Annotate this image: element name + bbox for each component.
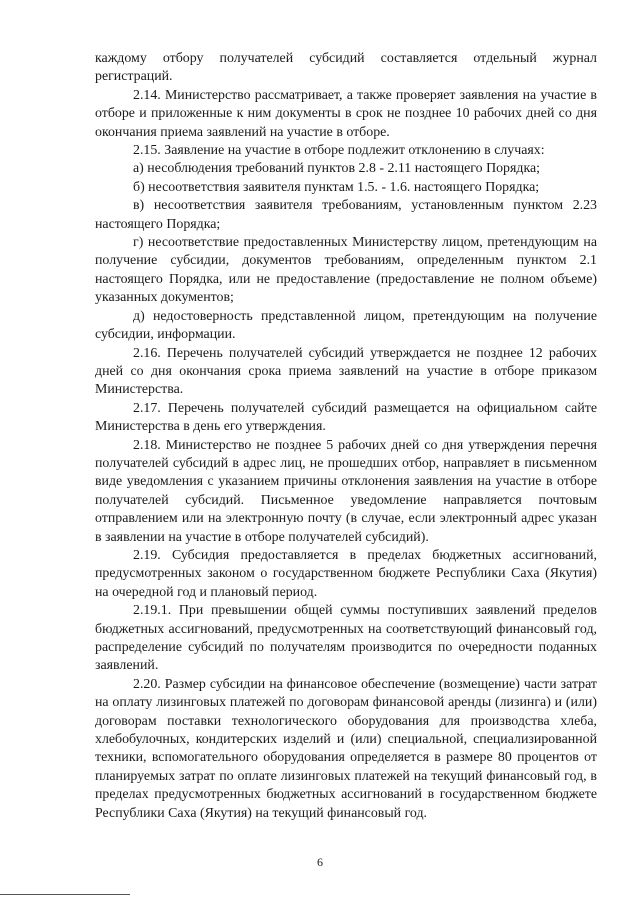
paragraph-2-20: 2.20. Размер субсидии на финансовое обеспечение (возмещение) части затрат на оплату лизинговых платежей по договорам финансовой аренды (лизинга) и (или) договорам поставки технологического оборудования для производства хлеба, хлебобулочных, кондитерских изделий и (или) специальной, специализированной техники, вспомогательного оборудования определяется в размере 80 процентов от планируемых затрат по оплате лизинговых платежей на текущий финансовый год, в пределах предусмотренных бюджетных ассигнований в государственном бюджете Республики Саха (Якутия) на текущий финансовый год.	[95, 676, 597, 821]
scan-artifact-line	[0, 894, 130, 895]
page-number: 6	[317, 855, 323, 869]
paragraph-2-15-g: г) несоответствие предоставленных Министерству лицом, претендующим на получение субсидии, документов требованиям, определенным пунктом 2.1 настоящего Порядка, или не предоставление (предоставление не полном объеме) указанных документов;	[95, 235, 597, 306]
paragraph-2-15-v: в) несоответствия заявителя требованиям, установленным пунктом 2.23 настоящего Порядка;	[95, 198, 597, 232]
paragraph-2-15-a: а) несоблюдения требований пунктов 2.8 - 2.11 настоящего Порядка;	[133, 161, 541, 177]
paragraph-2-15: 2.15. Заявление на участие в отборе подлежит отклонению в случаях:	[133, 143, 545, 159]
paragraph-2-16: 2.16. Перечень получателей субсидий утверждается не позднее 12 рабочих дней со дня окончания срока приема заявлений на участие в отборе приказом Министерства.	[95, 345, 597, 398]
paragraph-continuation: каждому отбору получателей субсидий составляется отдельный журнал регистраций.	[95, 51, 597, 85]
document-page	[95, 50, 597, 823]
paragraph-2-15-d: д) недостоверность представленной лицом, претендующим на получение субсидии, информации.	[95, 308, 597, 343]
paragraph-2-14: 2.14. Министерство рассматривает, а также проверяет заявления на участие в отборе и приложенные к ним документы в срок не позднее 10 рабочих дней со дня окончания приема заявлений на участие в отборе.	[95, 87, 597, 140]
paragraph-2-17: 2.17. Перечень получателей субсидий размещается на официальном сайте Министерства в день его утверждения.	[95, 400, 597, 435]
paragraph-2-19-1: 2.19.1. При превышении общей суммы поступивших заявлений пределов бюджетных ассигнований, предусмотренных на соответствующий финансовый год, распределение субсидий по получателям производится по очередности поданных заявлений.	[95, 603, 597, 674]
paragraph-2-19: 2.19. Субсидия предоставляется в пределах бюджетных ассигнований, предусмотренных законом о государственном бюджете Республики Саха (Якутия) на очередной год и плановый период.	[95, 547, 597, 600]
paragraph-2-18: 2.18. Министерство не позднее 5 рабочих дней со дня утверждения перечня получателей субсидий в адрес лиц, не прошедших отбор, направляет в письменном виде уведомления с указанием причины отклонения заявления на участие в отборе получателей субсидий. Письменное уведомление направляется почтовым отправлением или на электронную почту (в случае, если электронный адрес указан в заявлении на участие в отборе получателей субсидий).	[95, 437, 597, 545]
paragraph-2-15-b: б) несоответствия заявителя пунктам 1.5. - 1.6. настоящего Порядка;	[133, 179, 540, 195]
